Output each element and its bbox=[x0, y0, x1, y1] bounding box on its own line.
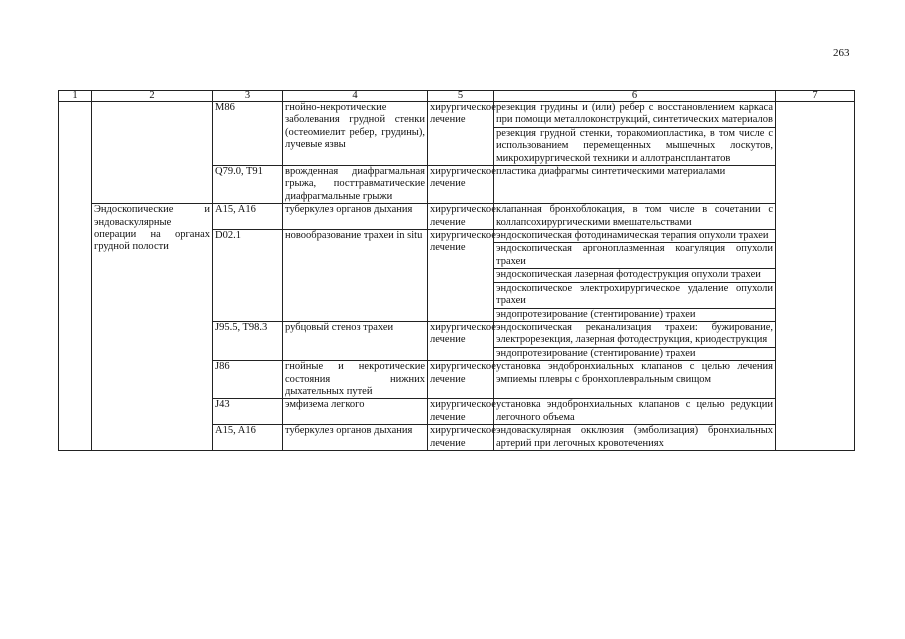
method-cell: эндоскопическая аргоноплазменная коагуляция опухоли трахеи bbox=[494, 243, 776, 269]
col7-cell-upper bbox=[776, 102, 855, 204]
method-cell: эндоскопическое электрохирургическое удаление опухоли трахеи bbox=[494, 282, 776, 308]
section-title-cell: Эндоскопические и эндоваскулярные операции на органах грудной полости bbox=[92, 204, 213, 451]
header-cell-7: 7 bbox=[776, 91, 855, 102]
code-cell: Q79.0, T91 bbox=[213, 166, 283, 204]
treatment-cell: хирургическое лечение bbox=[428, 425, 494, 451]
code-cell: J95.5, T98.3 bbox=[213, 321, 283, 360]
header-cell-6: 6 bbox=[494, 91, 776, 102]
table-header-row bbox=[59, 91, 855, 102]
condition-cell: туберкулез органов дыхания bbox=[283, 425, 428, 451]
code-cell: J86 bbox=[213, 361, 283, 399]
method-cell: резекция грудной стенки, торакомиопластика, в том числе с использованием перемещенных мышечных лоскутов, микрохирургической техники и аллотрансплантатов bbox=[494, 127, 776, 165]
code-cell: A15, A16 bbox=[213, 425, 283, 451]
method-cell: эндоскопическая реканализация трахеи: бужирование, электрорезекция, лазерная фотодеструкция, криодеструкция bbox=[494, 321, 776, 347]
header-cell-2: 2 bbox=[92, 91, 213, 102]
code-cell: D02.1 bbox=[213, 230, 283, 322]
method-cell: клапанная бронхоблокация, в том числе в сочетании с коллапсохирургическими вмешательствами bbox=[494, 204, 776, 230]
treatment-cell: хирургическое лечение bbox=[428, 399, 494, 425]
treatment-cell: хирургическое лечение bbox=[428, 361, 494, 399]
table-row bbox=[59, 204, 855, 230]
col1-cell-upper bbox=[59, 102, 92, 204]
condition-cell: новообразование трахеи in situ bbox=[283, 230, 428, 322]
method-cell: эндопротезирование (стентирование) трахеи bbox=[494, 347, 776, 360]
condition-cell: гнойно-некротические заболевания грудной стенки (остеомиелит ребер, грудины), лучевые язвы bbox=[283, 102, 428, 166]
condition-cell: туберкулез органов дыхания bbox=[283, 204, 428, 230]
header-cell-5: 5 bbox=[428, 91, 494, 102]
condition-cell: врожденная диафрагмальная грыжа, посттравматические диафрагмальные грыжи bbox=[283, 166, 428, 204]
condition-cell: эмфизема легкого bbox=[283, 399, 428, 425]
page-number: 263 bbox=[833, 47, 850, 59]
code-cell: A15, A16 bbox=[213, 204, 283, 230]
header-cell-3: 3 bbox=[213, 91, 283, 102]
treatment-cell: хирургическое лечение bbox=[428, 166, 494, 204]
col7-cell-lower bbox=[776, 204, 855, 451]
method-cell: эндоскопическая фотодинамическая терапия опухоли трахеи bbox=[494, 230, 776, 243]
method-cell: эндопротезирование (стентирование) трахеи bbox=[494, 308, 776, 321]
method-cell: эндоваскулярная окклюзия (эмболизация) бронхиальных артерий при легочных кровотечениях bbox=[494, 425, 776, 451]
table-row bbox=[59, 102, 855, 128]
method-cell: установка эндобронхиальных клапанов с целью редукции легочного объема bbox=[494, 399, 776, 425]
treatment-cell: хирургическое лечение bbox=[428, 230, 494, 322]
condition-cell: гнойные и некротические состояния нижних дыхательных путей bbox=[283, 361, 428, 399]
code-cell: M86 bbox=[213, 102, 283, 166]
procedures-table bbox=[58, 90, 855, 451]
method-cell: эндоскопическая лазерная фотодеструкция опухоли трахеи bbox=[494, 269, 776, 282]
header-cell-4: 4 bbox=[283, 91, 428, 102]
method-cell: установка эндобронхиальных клапанов с целью лечения эмпиемы плевры с бронхоплевральным свищом bbox=[494, 361, 776, 399]
method-cell: резекция грудины и (или) ребер с восстановлением каркаса при помощи металлоконструкций, синтетических материалов bbox=[494, 102, 776, 128]
treatment-cell: хирургическое лечение bbox=[428, 204, 494, 230]
treatment-cell: хирургическое лечение bbox=[428, 102, 494, 166]
col1-cell-lower bbox=[59, 204, 92, 451]
header-cell-1: 1 bbox=[59, 91, 92, 102]
code-cell: J43 bbox=[213, 399, 283, 425]
col2-cell-upper bbox=[92, 102, 213, 204]
condition-cell: рубцовый стеноз трахеи bbox=[283, 321, 428, 360]
treatment-cell: хирургическое лечение bbox=[428, 321, 494, 360]
method-cell: пластика диафрагмы синтетическими материалами bbox=[494, 166, 776, 204]
